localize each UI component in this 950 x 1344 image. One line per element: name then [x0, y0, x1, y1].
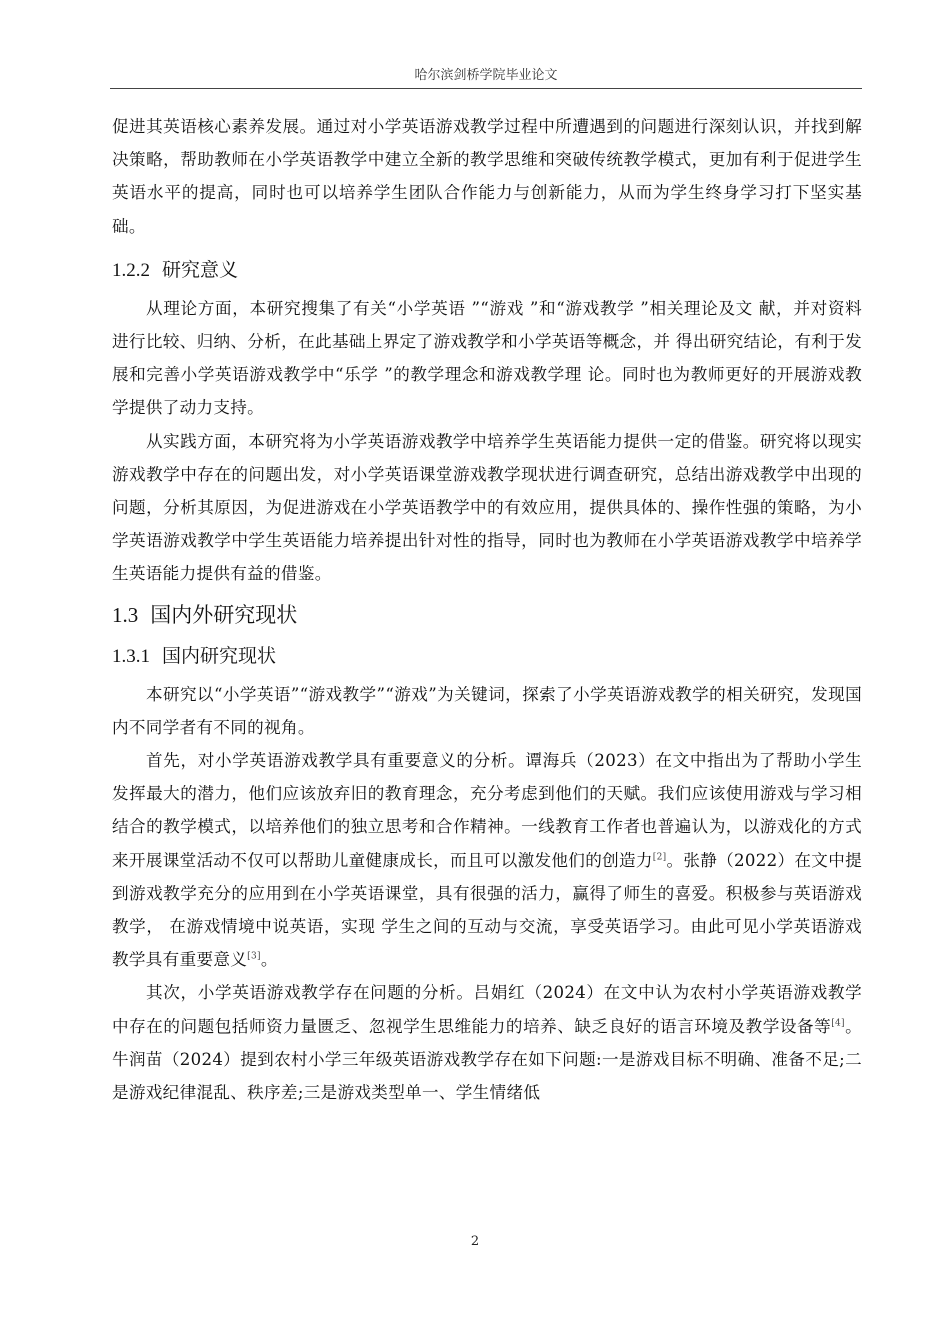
header-title: 哈尔滨剑桥学院毕业论文	[414, 68, 558, 83]
paragraph-text: 其次，小学英语游戏教学存在问题的分析。吕娟红（2024）在文中认为农村小学英语游戏教学中存在的问题包括师资力量匮乏、忽视学生思维能力的培养、缺乏良好的语言环境及教学设备等	[112, 983, 862, 1036]
document-body	[112, 110, 862, 1109]
heading-title: 研究意义	[162, 258, 239, 281]
paragraph-text: 。	[260, 950, 278, 970]
paragraph-practice: 从实践方面，本研究将为小学英语游戏教学中培养学生英语能力提供一定的借鉴。研究将以现实游戏教学中存在的问题出发，对小学英语课堂游戏教学现状进行调查研究，总结出游戏教学中出现的问题，分析其原因，为促进游戏在小学英语教学中的有效应用，提供具体的、操作性强的策略，为小学英语游戏教学中学生英语能力培养提出针对性的指导，同时也为教师在小学英语游戏教学中培养学生英语能力提供有益的借鉴。	[112, 431, 862, 584]
paragraph-text: 。牛润苗（2024）提到农村小学三年级英语游戏教学存在如下问题:一是游戏目标不明确、准备不足;二是游戏纪律混乱、秩序差;三是游戏类型单一、学生情绪低	[112, 1016, 862, 1103]
paragraph-intro: 促进其英语核心素养发展。通过对小学英语游戏教学过程中所遭遇到的问题进行深刻认识，并找到解决策略，帮助教师在小学英语教学中建立全新的教学思维和突破传统教学模式，更加有利于促进学生英语水平的提高，同时也可以培养学生团队合作能力与创新能力，从而为学生终身学习打下坚实基础。	[112, 117, 862, 236]
page-number: 2	[470, 1234, 480, 1249]
citation-ref: [4]	[831, 1018, 845, 1029]
paragraph-theory: 从理论方面，本研究搜集了有关“小学英语 ”“游戏 ”和“游戏教学 ”相关理论及文 献，并对资料进行比较、归纳、分析，在此基础上界定了游戏教学和小学英语等概念，并 得出研究结论，有利于发展和完善小学英语游戏教学中“乐学 ”的教学理念和游戏教学理 论。同时也为教师更好的开展游戏教学提供了动力支持。	[112, 298, 862, 418]
heading-1-3-1	[112, 639, 862, 674]
paragraph-keywords: 本研究以“小学英语”“游戏教学”“游戏”为关键词，探索了小学英语游戏教学的相关研究，发现国内不同学者有不同的视角。	[112, 684, 862, 737]
heading-number: 1.3	[112, 602, 139, 627]
paragraph-text: 。张静（2022）在文中提到游戏教学充分的应用到在小学英语课堂，具有很强的活力，赢得了师生的喜爱。积极参与英语游戏教学， 在游戏情境中说英语，实现 学生之间的互动与交流，享受英语学习。由此可见小学英语游戏教学具有重要意义	[112, 850, 862, 970]
page-footer	[0, 1234, 950, 1249]
heading-1-2-2	[112, 253, 862, 288]
heading-number: 1.2.2	[112, 259, 150, 281]
paragraph-first	[112, 744, 862, 976]
heading-1-3	[112, 595, 862, 635]
heading-title: 国内外研究现状	[150, 602, 298, 627]
heading-number: 1.3.1	[112, 645, 150, 667]
heading-title: 国内研究现状	[162, 644, 277, 667]
paragraph-text: 首先，对小学英语游戏教学具有重要意义的分析。谭海兵（2023）在文中指出为了帮助小学生发挥最大的潜力，他们应该放弃旧的教育理念，充分考虑到他们的天赋。我们应该使用游戏与学习相结合的教学模式，以培养他们的独立思考和合作精神。一线教育工作者也普遍认为，以游戏化的方式来开展课堂活动不仅可以帮助儿童健康成长，而且可以激发他们的创造力	[112, 751, 862, 870]
citation-ref: [3]	[247, 951, 261, 962]
running-header	[110, 64, 862, 89]
citation-ref: [2]	[652, 852, 667, 863]
paragraph-second	[112, 976, 862, 1109]
